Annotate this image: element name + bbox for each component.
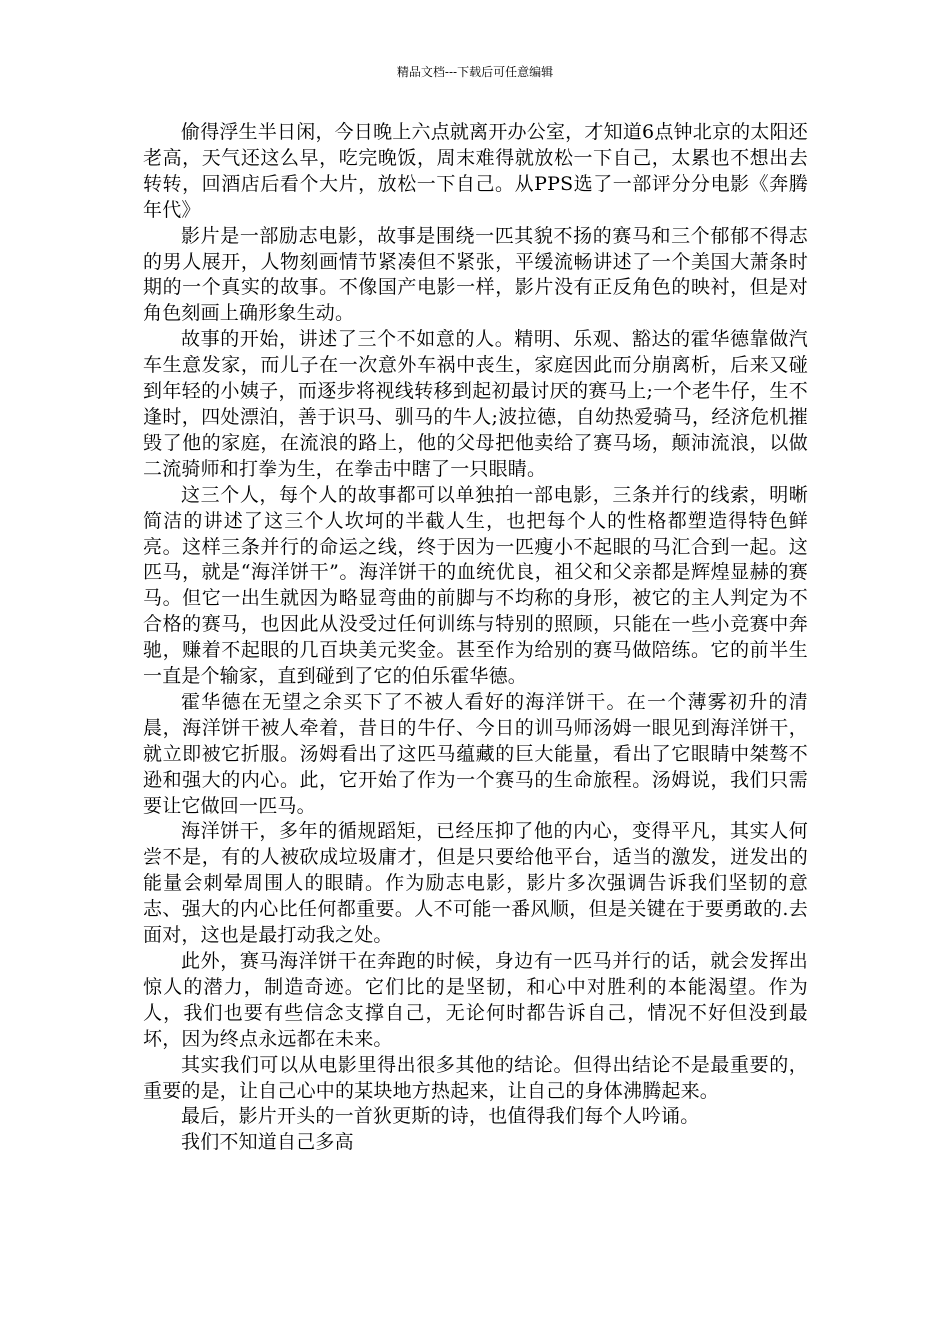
- paragraph-poem-intro: 最后，影片开头的一首狄更斯的诗，也值得我们每个人吟诵。: [181, 1105, 700, 1128]
- paragraph-howard: 霍华德在无望之余买下了不被人看好的海洋饼干。在一个薄雾初升的清晨，海洋饼干被人牵着，昔日的牛仔、今日的训马师汤姆一眼见到海洋饼干，就立即被它折服。汤姆看出了这匹马蕴藏的巨大能量，看出了它眼睛中桀骜不逊和强大的内心。此，它开始了作为一个赛马的生命旅程。汤姆说，我们只需要让它做回一匹马。: [143, 690, 808, 817]
- paragraph-belief: 此外，赛马海洋饼干在奔跑的时候，身边有一匹马并行的话，就会发挥出惊人的潜力，制造奇迹。它们比的是坚韧，和心中对胜利的本能渴望。作为人，我们也要有些信念支撑自己，无论何时都告诉自己，情况不好但没到最坏，因为终点永远都在未来。: [143, 950, 808, 1050]
- paragraph-poem-line: 我们不知道自己多高: [181, 1131, 354, 1154]
- paragraph-conclusion: 其实我们可以从电影里得出很多其他的结论。但得出结论不是最重要的，重要的是，让自己心中的某块地方热起来，让自己的身体沸腾起来。: [143, 1053, 808, 1102]
- paragraph-characters: 故事的开始，讲述了三个不如意的人。精明、乐观、豁达的霍华德靠做汽车生意发家，而儿子在一次意外车祸中丧生，家庭因此而分崩离析，后来又碰到年轻的小姨子，而逐步将视线转移到起初最讨厌的赛马上;一个老牛仔，生不逢时，四处漂泊，善于识马、驯马的牛人;波拉德，自幼热爱骑马，经济危机摧毁了他的家庭，在流浪的路上，他的父母把他卖给了赛马场，颠沛流浪，以做二流骑师和打拳为生，在拳击中瞎了一只眼睛。: [143, 328, 808, 480]
- paragraph-overview: 影片是一部励志电影，故事是围绕一匹其貌不扬的赛马和三个郁郁不得志的男人展开，人物刻画情节紧凑但不紧张，平缓流畅讲述了一个美国大萧条时期的一个真实的故事。不像国产电影一样，影片没有正反角色的映衬，但是对角色刻画上确形象生动。: [143, 224, 808, 325]
- article-body: [143, 120, 808, 1156]
- paragraph-inspiration: 海洋饼干，多年的循规蹈矩，已经压抑了他的内心，变得平凡，其实人何尝不是，有的人被砍成垃圾庸才，但是只要给他平台，适当的激发，迸发出的能量会刺晕周围人的眼睛。作为励志电影，影片多次强调告诉我们坚韧的意志、强大的内心比任何都重要。人不可能一番风顺，但是关键在于要勇敢的.去面对，这也是最打动我之处。: [143, 820, 808, 947]
- paragraph-seabiscuit: 这三个人，每个人的故事都可以单独拍一部电影，三条并行的线索，明晰简洁的讲述了这三个人坎坷的半截人生，也把每个人的性格都塑造得特色鲜亮。这样三条并行的命运之线，终于因为一匹瘦小不起眼的马汇合到一起。这匹马，就是“海洋饼干”。海洋饼干的血统优良，祖父和父亲都是辉煌显赫的赛马。但它一出生就因为略显弯曲的前脚与不均称的身形，被它的主人判定为不合格的赛马，也因此从没受过任何训练与特别的照顾，只能在一些小竞赛中奔驰，赚着不起眼的几百块美元奖金。甚至作为给别的赛马做陪练。它的前半生一直是个输家，直到碰到了它的伯乐霍华德。: [143, 483, 808, 688]
- page-header: 精品文档---下载后可任意编辑: [396, 65, 554, 79]
- paragraph-intro: 偷得浮生半日闲，今日晚上六点就离开办公室，才知道6点钟北京的太阳还老高，天气还这么早，吃完晚饭，周末难得就放松一下自己，太累也不想出去转转，回酒店后看个大片，放松一下自己。从PPS选了一部评分分电影《奔腾年代》: [143, 121, 808, 221]
